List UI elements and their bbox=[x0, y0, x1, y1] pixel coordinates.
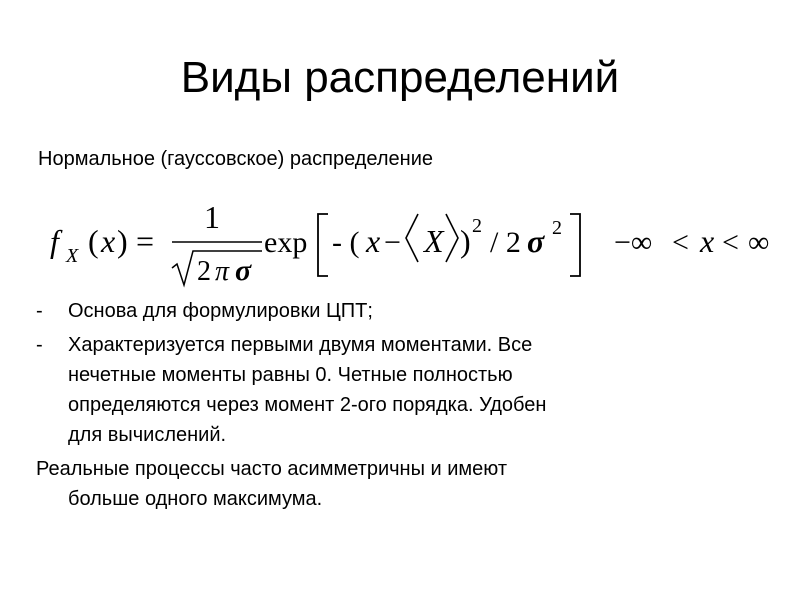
formula-exp: exp bbox=[264, 226, 308, 259]
formula-range-inf: ∞ bbox=[748, 226, 770, 259]
conclusion-paragraph bbox=[36, 454, 756, 514]
bullet-line: нечетные моменты равны 0. Четные полностью bbox=[68, 364, 513, 386]
distribution-subtitle: Нормальное (гауссовское) распределение bbox=[38, 148, 434, 170]
left-square-bracket bbox=[318, 214, 328, 276]
paragraph-line: больше одного максимума. bbox=[68, 488, 323, 510]
paragraph-line: Реальные процессы часто асимметричны и имеют bbox=[36, 458, 508, 480]
bullet-line: Характеризуется первыми двумя моментами. Все bbox=[68, 334, 533, 356]
right-square-bracket bbox=[570, 214, 580, 276]
bullet-item bbox=[36, 330, 756, 450]
formula-range-x: x bbox=[700, 223, 715, 259]
formula-range-lt1: < bbox=[672, 226, 689, 259]
formula-sigma-power: 2 bbox=[552, 217, 562, 239]
formula-lhs-paren-open: ( bbox=[88, 223, 99, 259]
formula-f: f bbox=[50, 223, 59, 259]
formula-denom-pi: π bbox=[215, 256, 230, 287]
formula-range-minus-inf: −∞ bbox=[614, 226, 653, 259]
formula-power-2: 2 bbox=[472, 215, 482, 237]
formula-denom-2: 2 bbox=[197, 256, 211, 287]
formula-equals: = bbox=[136, 223, 155, 259]
formula-X-inner: X bbox=[424, 223, 444, 259]
formula-minus-open: - ( bbox=[332, 226, 360, 259]
slide-title: Виды распределений bbox=[180, 53, 620, 102]
bullet-item bbox=[36, 296, 756, 326]
bullet-line: определяются через момент 2-ого порядка. Удобен bbox=[68, 394, 547, 416]
bullet-list bbox=[36, 296, 756, 514]
formula-numerator: 1 bbox=[204, 199, 220, 235]
bullet-line: Основа для формулировки ЦПТ; bbox=[68, 300, 373, 322]
formula-slash-2: / 2 bbox=[490, 226, 521, 259]
formula-close-paren: ) bbox=[460, 223, 471, 259]
formula-denom-sigma: σ bbox=[235, 254, 252, 287]
bullet-dash: - bbox=[36, 300, 43, 322]
bullet-dash: - bbox=[36, 334, 43, 356]
formula-range-lt2: < bbox=[722, 226, 739, 259]
formula-sub-X: X bbox=[66, 245, 79, 267]
formula-lhs-paren-close: ) bbox=[117, 223, 128, 259]
formula-minus-inner: − bbox=[384, 226, 401, 259]
right-angle-bracket bbox=[446, 214, 458, 262]
formula-lhs-x: x bbox=[101, 223, 116, 259]
formula-sigma-sq: σ bbox=[527, 223, 545, 259]
left-angle-bracket bbox=[406, 214, 418, 262]
formula-x-inner: x bbox=[366, 223, 381, 259]
formula-svg bbox=[0, 190, 800, 290]
normal-pdf-formula bbox=[0, 190, 800, 290]
bullet-line: для вычислений. bbox=[68, 424, 227, 446]
